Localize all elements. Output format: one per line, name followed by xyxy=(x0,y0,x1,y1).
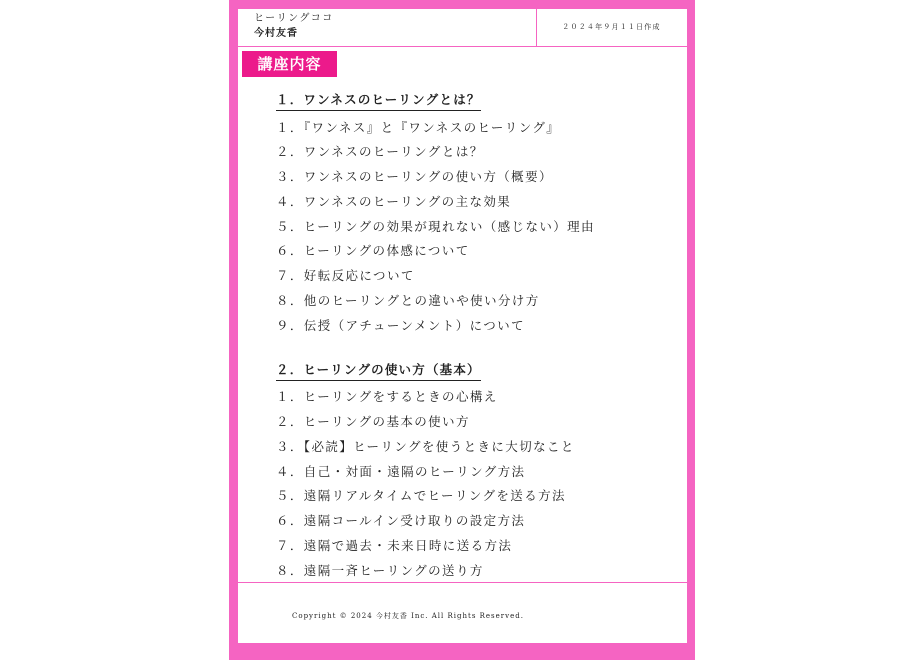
toc-item: ３．ワンネスのヒーリングの使い方（概要） xyxy=(276,169,553,185)
copyright-notice: Copyright © 2024 今村友香 Inc. All Rights Reserved. xyxy=(292,612,524,620)
toc-item: １．『ワンネス』と『ワンネスのヒーリング』 xyxy=(276,119,561,135)
section-spacer xyxy=(276,339,676,359)
toc-item: １．ヒーリングをするときの心構え xyxy=(276,389,498,405)
header-left xyxy=(254,11,334,41)
brand-name: ヒーリングココ xyxy=(254,13,334,24)
toc-item: ４．ワンネスのヒーリングの主な効果 xyxy=(276,193,512,209)
toc-item: ６．遠隔コールイン受け取りの設定方法 xyxy=(276,513,526,529)
toc-item: ５．遠隔リアルタイムでヒーリングを送る方法 xyxy=(276,488,566,504)
toc-item: ９．伝授（アチューンメント）について xyxy=(276,317,525,333)
toc-item: ３．【必読】ヒーリングを使うときに大切なこと xyxy=(276,438,575,454)
document-page xyxy=(238,9,687,643)
toc-item: ４．自己・対面・遠隔のヒーリング方法 xyxy=(276,463,526,479)
creation-date: ２０２４年９月１１日作成 xyxy=(562,23,661,31)
toc-heading: １．ワンネスのヒーリングとは？ xyxy=(276,90,481,111)
table-of-contents xyxy=(276,89,676,584)
toc-item: ７．遠隔で過去・未来日時に送る方法 xyxy=(276,537,513,553)
section-label: 講座内容 xyxy=(242,51,337,77)
toc-item: ６．ヒーリングの体感について xyxy=(276,243,470,259)
toc-item: ２．ワンネスのヒーリングとは？ xyxy=(276,144,484,160)
toc-item: ８．他のヒーリングとの違いや使い分け方 xyxy=(276,293,540,309)
author-name: 今村友香 xyxy=(254,28,298,39)
toc-item: ８．遠隔一斉ヒーリングの送り方 xyxy=(276,562,484,578)
toc-heading: ２．ヒーリングの使い方（基本） xyxy=(276,360,481,381)
toc-item: ５．ヒーリングの効果が現れない（感じない）理由 xyxy=(276,218,595,234)
page-header xyxy=(238,9,687,47)
footer-divider xyxy=(238,582,687,583)
toc-item: ２．ヒーリングの基本の使い方 xyxy=(276,413,470,429)
toc-item: ７．好転反応について xyxy=(276,268,415,284)
